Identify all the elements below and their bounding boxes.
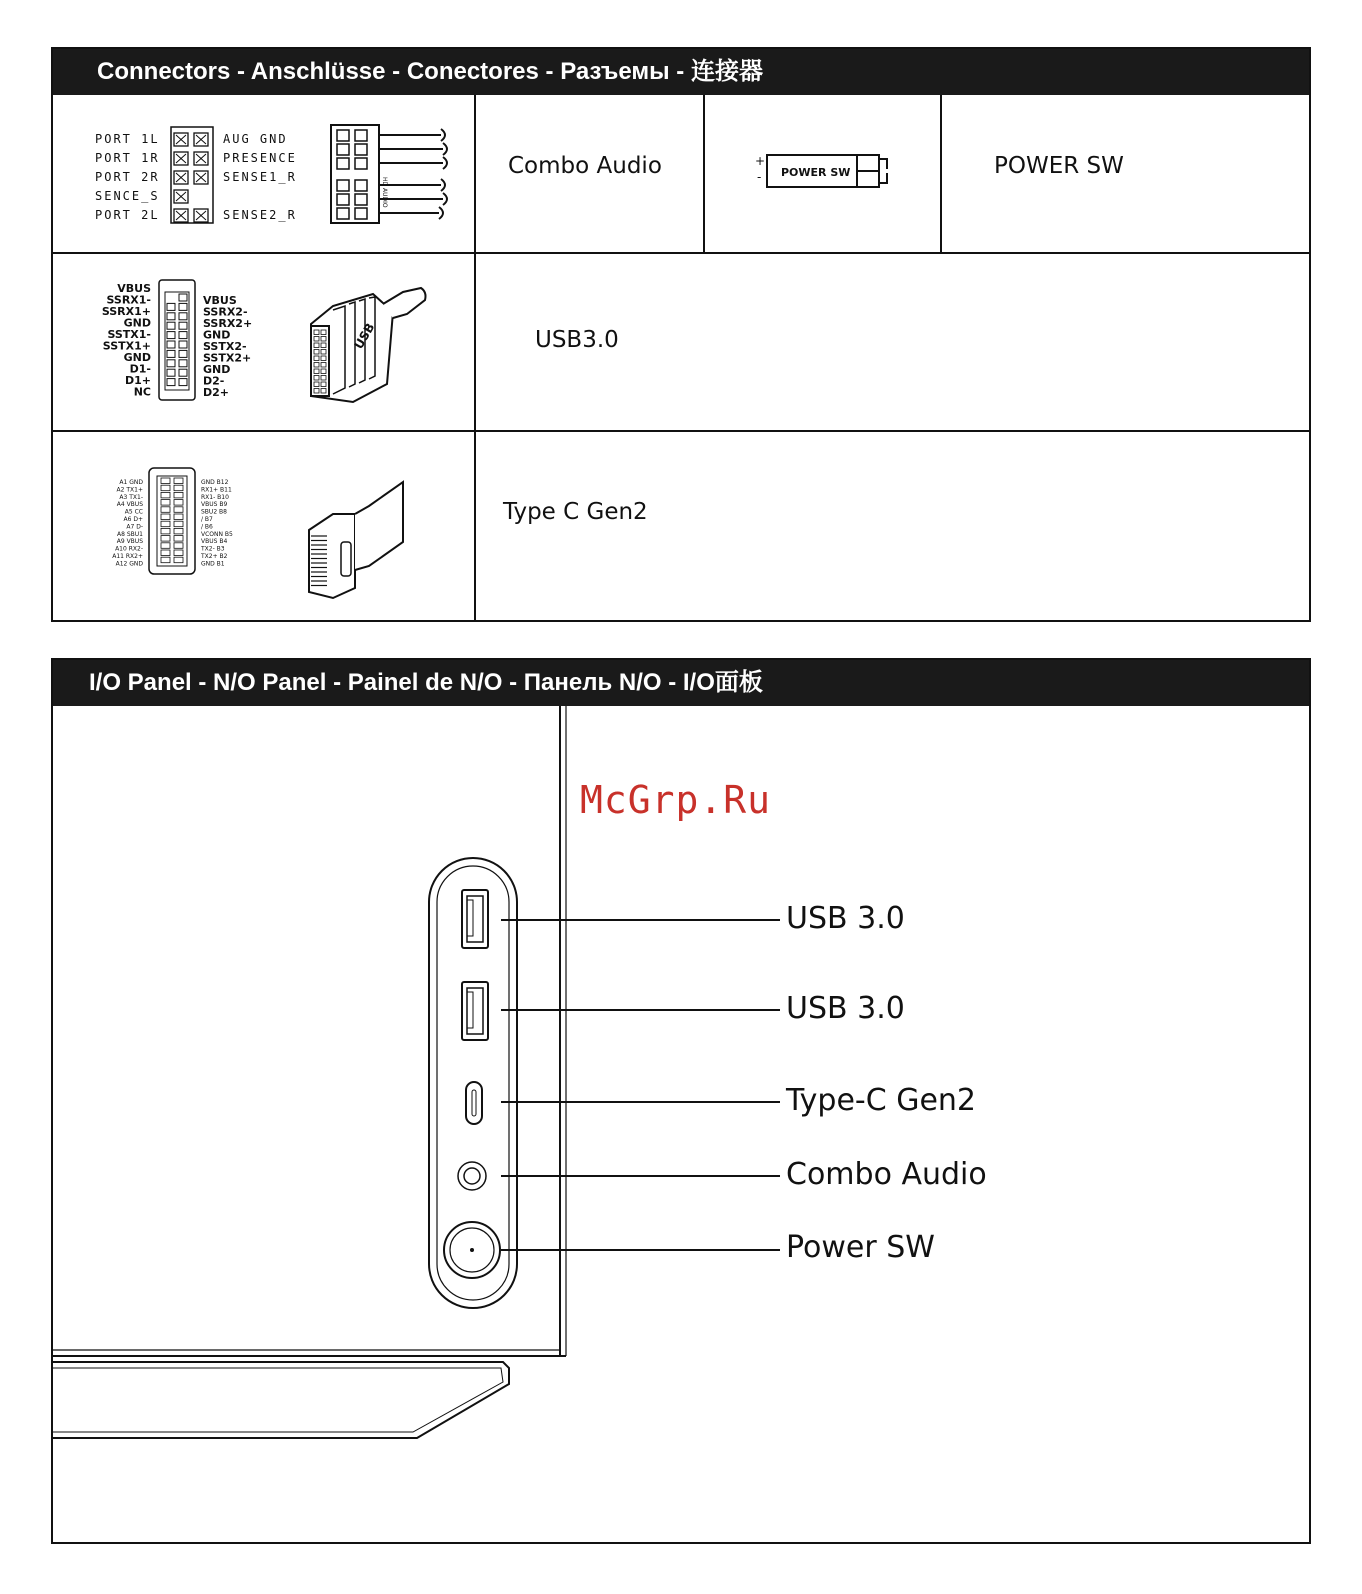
hd-audio-plug-text: HD AUDIO [381,177,388,208]
hd-audio-pin [194,133,208,146]
hd-audio-pin [174,190,188,203]
typec-pin-label: A5 CC [124,508,143,516]
io-label-usb3-2: USB 3.0 [786,991,905,1026]
usb3-pin-label: GND [203,328,231,342]
typec-pin [161,492,170,498]
typec-pin [161,514,170,520]
usb3-pin [179,322,187,329]
usb3-diagram [53,252,474,430]
typec-pin [161,543,170,549]
usb3-pin-label: D2+ [203,386,230,399]
usb3-pin [179,379,187,386]
hd-audio-pin [174,209,188,222]
io-label-combo-audio: Combo Audio [786,1157,987,1192]
typec-pin [174,521,183,527]
typec-pin [161,521,170,527]
usb3-pin-label: SSTX2+ [203,351,252,365]
typec-pin [174,500,183,506]
typec-pin-label: A4 VBUS [116,501,143,509]
hd-audio-plug-cell [337,208,349,219]
typec-pin [161,550,170,556]
typec-pin-label: A9 VBUS [116,538,143,546]
combo-audio-label: Combo Audio [508,153,662,179]
typec-pin-label: A7 D- [126,523,143,531]
typec-pin [161,528,170,534]
usb3-pin-label: D1+ [124,374,151,387]
typec-pin [161,485,170,491]
connectors-section [51,47,1311,622]
typec-pin-label: SBU2 B8 [201,508,227,516]
usb3-pin [167,303,175,310]
hd-audio-plug-cell [355,180,367,191]
typec-pin [174,536,183,542]
usb3-pin-label: SSRX2+ [203,317,253,330]
usb3-pinout [53,252,474,430]
usb3-pin [167,341,175,348]
typec-pin-label: A3 TX1- [119,493,143,501]
hd-audio-pin [194,209,208,222]
usb3-pin [179,313,187,320]
usb3-pin [167,379,175,386]
usb3-pin [167,350,175,357]
usb3-pin-label: VBUS [117,282,151,295]
hd-audio-pinout [53,95,474,252]
typec-pin [174,550,183,556]
typec-pin-label: VBUS B9 [201,501,228,509]
case-foot [53,1362,509,1438]
hd-audio-pin [194,152,208,165]
typec-pin-label: A11 RX2+ [112,553,143,560]
typec-pin-label: A2 TX1+ [116,486,143,494]
typec-pin-label: RX1+ B11 [201,486,232,494]
io-label-typec: Type-C Gen2 [786,1083,977,1118]
typec-pin [174,557,183,563]
typec-pinout [53,430,474,622]
usb3-pin [167,313,175,320]
typec-pin-label: A6 D+ [123,516,143,523]
hd-audio-plug-cell [337,180,349,191]
hd-audio-plug-cell [337,158,349,169]
usb3-pin-label: SSRX1- [106,293,151,307]
typec-pin-label: A10 RX2- [115,545,143,553]
power-sw-plug-cell [703,95,940,252]
combo-audio-cell [474,95,703,252]
usb3-plug-text: USB [351,320,378,352]
usb-c-port-icon [466,1082,482,1124]
typec-diagram [53,430,474,622]
usb3-pin-label: D2- [203,374,225,388]
typec-pin [174,543,183,549]
hd-audio-pin [174,171,188,184]
hd-audio-plug-cell [355,194,367,205]
typec-pin-label: VCONN B5 [201,530,233,538]
usb3-pin [167,360,175,367]
usb3-pin-label: GND [203,363,231,376]
typec-pin-label: A1 GND [119,479,143,486]
hd-audio-plug-cell [355,130,367,141]
typec-pin-label: GND B1 [201,560,225,568]
hd-audio-plug-cell [355,208,367,219]
typec-pin-label: / B7 [201,516,213,523]
usb3-pin [179,369,187,376]
typec-pin [161,500,170,506]
typec-pin [174,492,183,498]
usb3-label: USB3.0 [535,327,619,353]
usb3-pin-label: NC [133,385,151,399]
hd-audio-pin-label: AUG GND [223,132,288,146]
audio-jack-icon [458,1162,486,1190]
case-foot [53,1368,503,1432]
hd-audio-pin-label: SENCE_S [95,189,160,203]
typec-pin-label: / B6 [201,523,213,531]
typec-pin [174,514,183,520]
usb3-pin-label: SSRX2- [203,305,248,319]
typec-plug-icon [309,482,403,598]
hd-audio-pin [174,152,188,165]
power-button-icon [444,1222,500,1278]
typec-pin [161,536,170,542]
hd-audio-pin-label: PORT 1L [95,132,160,146]
usb3-pin-label: D1- [129,362,151,376]
io-label-usb3-1: USB 3.0 [786,901,905,936]
hd-audio-pin-label: PORT 2R [95,170,160,184]
typec-pin [174,507,183,513]
hd-audio-plug-cell [337,194,349,205]
typec-pin [174,528,183,534]
typec-pin-label: RX1- B10 [201,493,229,501]
usb3-pin [179,341,187,348]
usb3-pin [179,360,187,367]
usb3-pin-label: GND [123,351,151,364]
power-sw-cell [940,95,1309,252]
usb3-pin-label: SSTX2- [203,340,247,353]
usb3-pin-label: SSTX1- [107,328,151,341]
typec-pin-label: GND B12 [201,479,229,486]
typec-label: Type C Gen2 [503,499,648,525]
hd-audio-pin [194,171,208,184]
power-sw-plug-icon [703,95,940,252]
hd-audio-pin-label: PORT 1R [95,151,160,165]
typec-pin [161,557,170,563]
io-panel-section [51,658,1311,1544]
usb3-pin-label: VBUS [203,294,237,307]
hd-audio-pin-label: SENSE1_R [223,170,297,184]
usb-a-port-icon [462,890,488,948]
typec-pin-label: VBUS B4 [201,538,228,546]
power-sw-plus: + [755,154,766,168]
usb-a-port-icon [462,982,488,1040]
typec-pin [161,507,170,513]
typec-pin-label: A8 SBU1 [117,530,143,538]
usb3-pin [179,350,187,357]
usb3-plug-icon [311,288,426,402]
usb3-pin [179,332,187,339]
watermark: McGrp.Ru [580,778,772,822]
typec-pin-label: A12 GND [115,560,143,568]
hd-audio-pin-label: PRESENCE [223,151,297,165]
hd-audio-plug-icon [331,125,447,223]
typec-pin [161,478,170,484]
typec-pin [174,485,183,491]
usb3-pin-label: SSRX1+ [101,305,151,318]
hd-audio-plug-cell [337,144,349,155]
usb3-pin [179,303,187,310]
power-sw-minus: - [757,170,762,184]
hd-audio-pin [174,133,188,146]
hd-audio-plug-cell [355,158,367,169]
io-label-power-sw: Power SW [786,1230,935,1265]
usb3-pin [167,322,175,329]
typec-pin-label: TX2+ B2 [201,553,228,560]
hd-audio-pin-label: PORT 2L [95,208,160,222]
io-panel-title: I/O Panel - N/O Panel - Painel de N/O - Панель N/O - I/O面板 [53,660,1309,706]
usb3-pin [167,369,175,376]
usb3-pin [179,294,187,301]
hd-audio-pin-label: SENSE2_R [223,208,297,222]
typec-pin-label: TX2- B3 [201,545,225,553]
typec-pin [174,478,183,484]
hd-audio-plug-cell [337,130,349,141]
usb3-pin [167,332,175,339]
power-sw-label: POWER SW [994,153,1124,179]
power-sw-plug-text: POWER SW [781,166,851,179]
usb3-pin-label: SSTX1+ [102,339,151,353]
hd-audio-plug-cell [355,144,367,155]
usb3-pin-label: GND [123,316,151,330]
connectors-title: Connectors - Anschlüsse - Conectores - Разъемы - 连接器 [53,49,1309,95]
hd-audio-diagram [53,95,474,252]
